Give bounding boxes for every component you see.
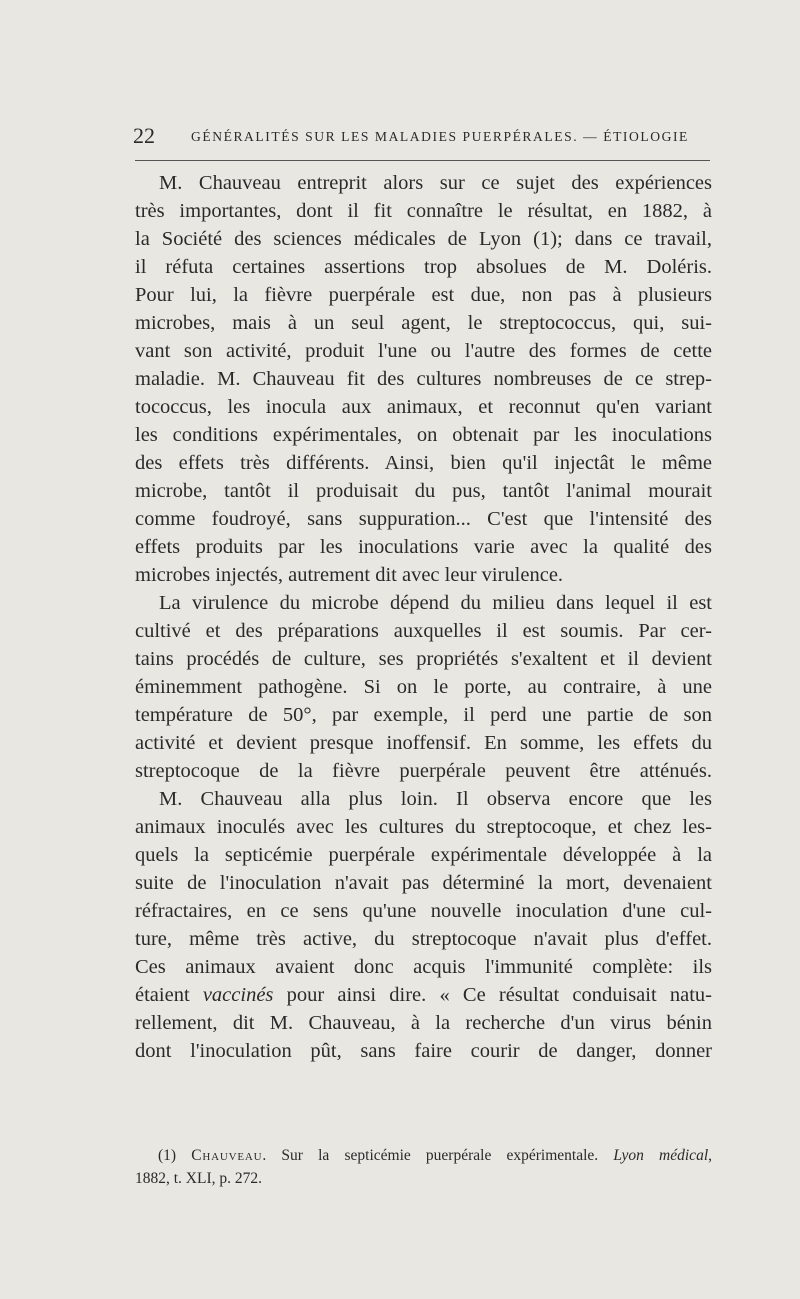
footnote	[135, 1144, 712, 1190]
text-line: les conditions expérimentales, on obtenait par les inoculations	[135, 424, 712, 446]
running-head: GÉNÉRALITÉS SUR LES MALADIES PUERPÉRALES. — ÉTIOLOGIE	[191, 129, 689, 144]
footnote-line	[135, 1144, 712, 1167]
text-line: rellement, dit M. Chauveau, à la recherche d'un virus bénin	[135, 1012, 712, 1034]
text-line: microbes, mais à un seul agent, le streptococcus, qui, sui-	[135, 312, 712, 334]
header-rule	[135, 160, 710, 161]
text-line	[135, 981, 712, 1009]
text-line: éminemment pathogène. Si on le porte, au contraire, à une	[135, 676, 712, 698]
footnote-title: . Sur la septicémie puerpérale expérimentale.	[262, 1147, 614, 1164]
text-line: microbes injectés, autrement dit avec leur virulence.	[135, 564, 564, 586]
text-line: La virulence du microbe dépend du milieu dans lequel il est	[159, 592, 712, 614]
page-number: 22	[133, 123, 155, 148]
body-text	[135, 169, 712, 1065]
text-line: activité et devient presque inoffensif. En somme, les effets du	[135, 732, 712, 754]
text-line: quels la septicémie puerpérale expérimentale développée à la	[135, 844, 712, 866]
text-line: microbe, tantôt il produisait du pus, tantôt l'animal mourait	[135, 480, 712, 502]
text-line: comme foudroyé, sans suppuration... C'est que l'intensité des	[135, 508, 712, 530]
text-line: Pour lui, la fièvre puerpérale est due, non pas à plusieurs	[135, 284, 712, 306]
text-line: dont l'inoculation pût, sans faire courir de danger, donner	[135, 1040, 712, 1062]
footnote-journal: Lyon médical	[613, 1147, 709, 1164]
text-line: tains procédés de culture, ses propriétés s'exaltent et il devient	[135, 648, 712, 670]
text-line: température de 50°, par exemple, il perd une partie de son	[135, 704, 712, 726]
text-line: des effets très différents. Ainsi, bien qu'il injectât le même	[135, 452, 712, 474]
text-line: M. Chauveau entreprit alors sur ce sujet des expériences	[159, 172, 712, 194]
text-line: il réfuta certaines assertions trop absolues de M. Doléris.	[135, 256, 712, 278]
text-line: tococcus, les inocula aux animaux, et reconnut qu'en variant	[135, 396, 712, 418]
text-line: Ces animaux avaient donc acquis l'immunité complète: ils	[135, 956, 712, 978]
text-line: cultivé et des préparations auxquelles il est soumis. Par cer-	[135, 620, 712, 642]
emphasis-vaccines: vaccinés	[202, 984, 274, 1006]
text-line: ture, même très active, du streptocoque n'avait plus d'effet.	[135, 928, 712, 950]
text-line: M. Chauveau alla plus loin. Il observa encore que les	[159, 788, 712, 810]
text-line: streptocoque de la fièvre puerpérale peuvent être atténués.	[135, 760, 712, 782]
page-header	[133, 123, 713, 153]
text-line: vant son activité, produit l'une ou l'autre des formes de cette	[135, 340, 712, 362]
text-line: la Société des sciences médicales de Lyon (1); dans ce travail,	[135, 228, 712, 250]
text-line: très importantes, dont il fit connaître le résultat, en 1882, à	[135, 200, 712, 222]
footnote-punct: ,	[708, 1147, 712, 1164]
footnote-line: 1882, t. XLI, p. 272.	[135, 1170, 263, 1187]
text-run: étaient	[135, 984, 203, 1006]
text-line: animaux inoculés avec les cultures du streptocoque, et chez les-	[135, 816, 712, 838]
footnote-marker: (1)	[158, 1147, 192, 1164]
text-line: effets produits par les inoculations varie avec la qualité des	[135, 536, 712, 558]
footnote-author: Chauveau	[191, 1147, 263, 1164]
text-run: pour ainsi dire. « Ce résultat conduisait natu-	[273, 984, 712, 1006]
text-line: réfractaires, en ce sens qu'une nouvelle inoculation d'une cul-	[135, 900, 712, 922]
text-line: maladie. M. Chauveau fit des cultures nombreuses de ce strep-	[135, 368, 712, 390]
text-line: suite de l'inoculation n'avait pas déterminé la mort, devenaient	[135, 872, 712, 894]
